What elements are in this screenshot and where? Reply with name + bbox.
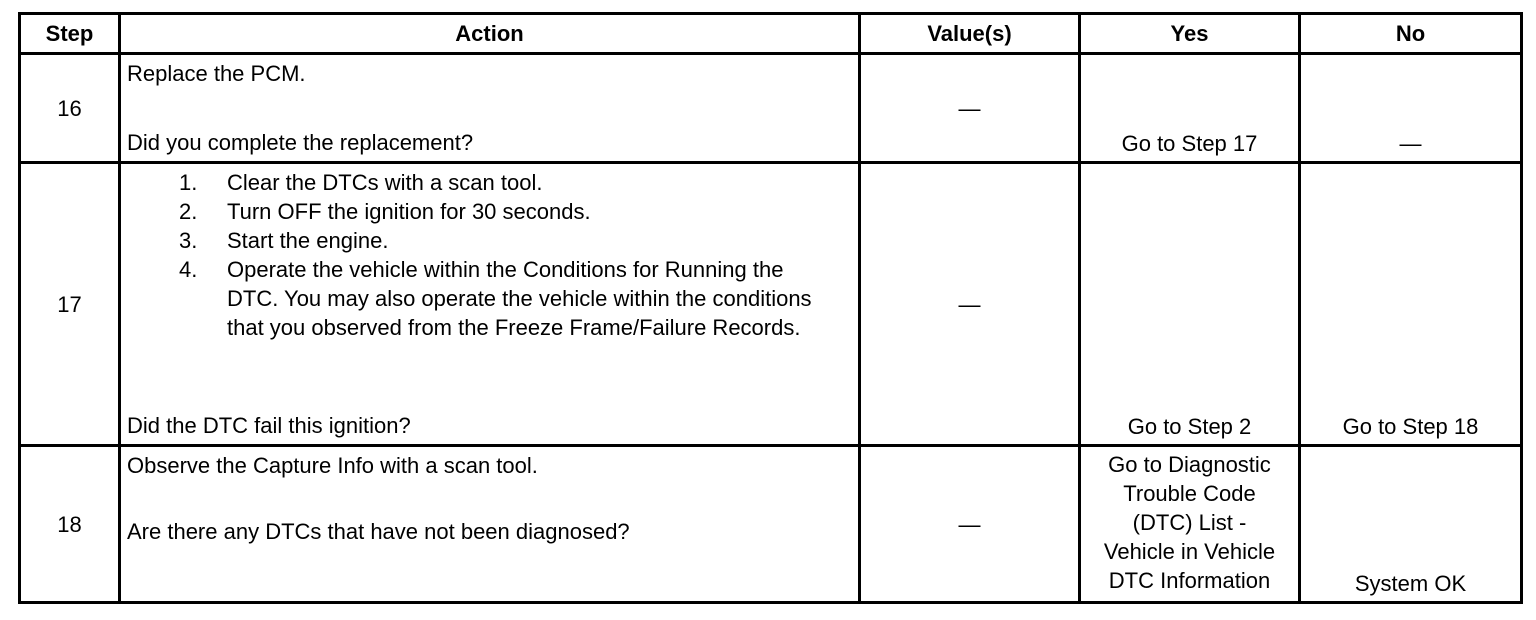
action-instruction: Replace the PCM.	[127, 61, 306, 86]
list-item-text: Start the engine.	[227, 228, 389, 253]
no-cell: System OK	[1300, 446, 1522, 603]
action-question: Did you complete the replacement?	[127, 130, 474, 155]
list-item	[179, 197, 852, 226]
list-item	[179, 168, 852, 197]
yes-line: Vehicle in Vehicle	[1103, 539, 1276, 564]
value-cell: —	[860, 163, 1080, 446]
yes-line: Go to Diagnostic	[1108, 452, 1271, 477]
list-item-number: 4.	[179, 257, 198, 282]
yes-cell: Go to Step 17	[1080, 54, 1300, 163]
header-action: Action	[120, 14, 860, 54]
no-cell: Go to Step 18	[1300, 163, 1522, 446]
action-cell	[120, 54, 860, 163]
step-number: 17	[20, 163, 120, 446]
diagnostic-procedure-table	[18, 12, 1523, 604]
yes-cell: Go to Step 2	[1080, 163, 1300, 446]
table-row	[20, 446, 1522, 603]
action-question: Are there any DTCs that have not been diagnosed?	[127, 519, 630, 544]
no-cell: —	[1300, 54, 1522, 163]
list-item	[179, 226, 852, 255]
header-yes: Yes	[1080, 14, 1300, 54]
yes-line: Trouble Code	[1123, 481, 1256, 506]
header-values: Value(s)	[860, 14, 1080, 54]
step-number: 18	[20, 446, 120, 603]
yes-line: (DTC) List -	[1132, 510, 1247, 535]
step-number: 16	[20, 54, 120, 163]
action-instruction: Observe the Capture Info with a scan tool.	[127, 453, 538, 478]
value-cell: —	[860, 54, 1080, 163]
value-cell: —	[860, 446, 1080, 603]
table-row	[20, 54, 1522, 163]
list-item-text: Clear the DTCs with a scan tool.	[227, 170, 543, 195]
yes-line: DTC Information	[1108, 568, 1271, 593]
list-item-text: Turn OFF the ignition for 30 seconds.	[227, 199, 591, 224]
list-item	[179, 255, 852, 342]
table-header-row	[20, 14, 1522, 54]
yes-cell	[1080, 446, 1300, 603]
action-cell	[120, 163, 860, 446]
table-row	[20, 163, 1522, 446]
header-no: No	[1300, 14, 1522, 54]
header-step: Step	[20, 14, 120, 54]
action-steps-list	[127, 168, 852, 342]
action-question: Did the DTC fail this ignition?	[127, 413, 411, 438]
list-item-number: 1.	[179, 170, 198, 195]
list-item-number: 2.	[179, 199, 198, 224]
action-cell	[120, 446, 860, 603]
list-item-number: 3.	[179, 228, 198, 253]
list-item-text: Operate the vehicle within the Conditions for Running the DTC. You may also operate the vehicle within the conditions that you observed from the Freeze Frame/Failure Records.	[227, 257, 812, 340]
